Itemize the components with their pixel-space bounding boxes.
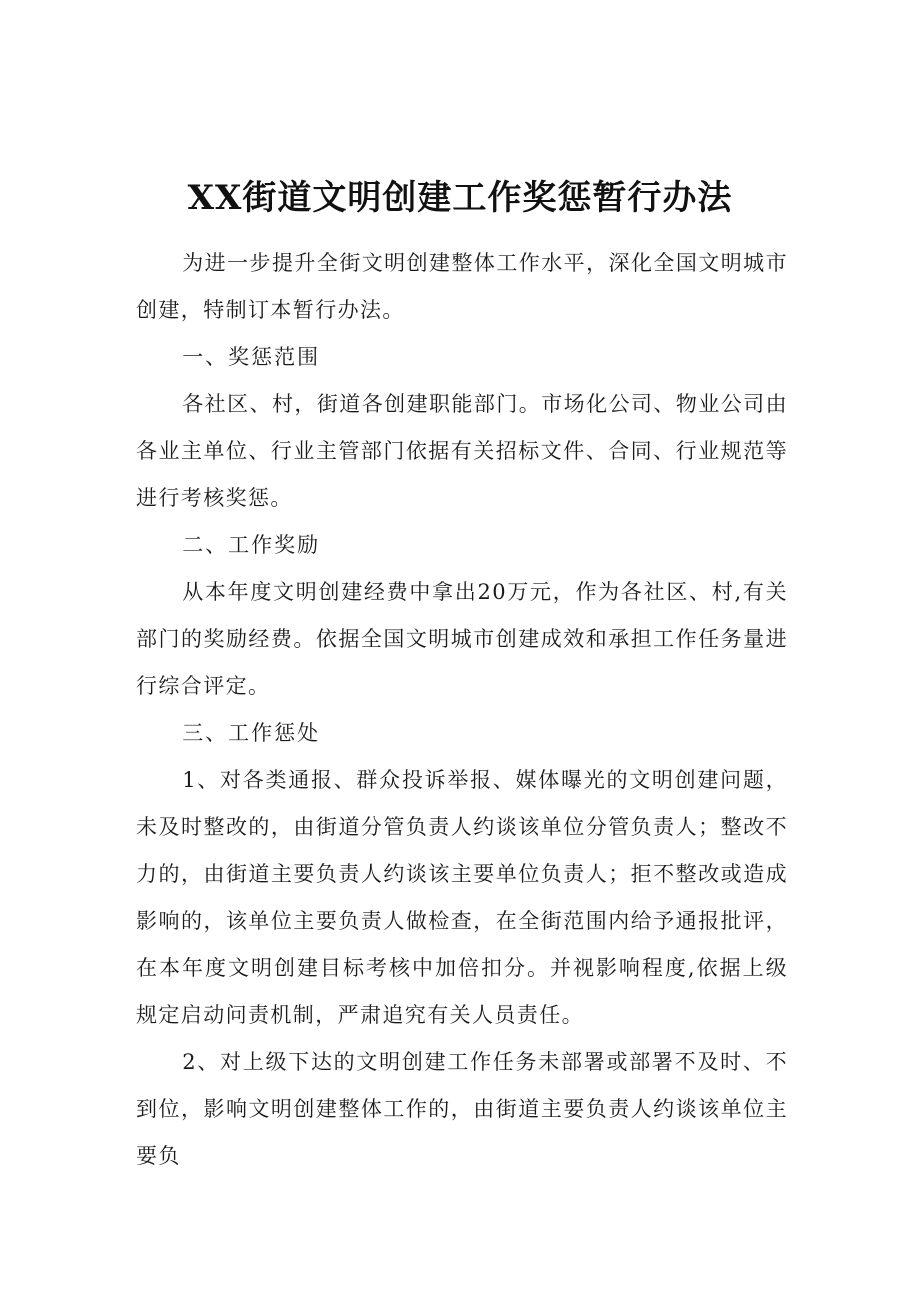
scope-paragraph: 各社区、村，街道各创建职能部门。市场化公司、物业公司由各业主单位、行业主管部门依据有关招标文件、合同、行业规范等进行考核奖惩。 (136, 392, 788, 510)
penalty-item-1: 1、对各类通报、群众投诉举报、媒体曝光的文明创建问题，未及时整改的，由街道分管负责人约谈该单位分管负责人；整改不力的，由街道主要负责人约谈该主要单位负责人；拒不整改或造成影响的，该单位主要负责人做检查，在全街范围内给予通报批评，在本年度文明创建目标考核中加倍扣分。并视影响程度,依据上级规定启动问责机制，严肃追究有关人员责任。 (136, 768, 788, 1027)
section-heading-scope: 一、奖惩范围 (182, 345, 321, 369)
section-heading-penalties: 三、工作惩处 (182, 721, 321, 745)
intro-paragraph: 为进一步提升全街文明创建整体工作水平，深化全国文明城市创建，特制订本暂行办法。 (136, 251, 788, 322)
rewards-paragraph: 从本年度文明创建经费中拿出20万元，作为各社区、村,有关部门的奖励经费。依据全国文明城市创建成效和承担工作任务量进行综合评定。 (136, 580, 788, 698)
penalty-item-2: 2、对上级下达的文明创建工作任务未部署或部署不及时、不到位，影响文明创建整体工作的，由街道主要负责人约谈该单位主要负 (136, 1050, 788, 1168)
document-title: XX街道文明创建工作奖惩暂行办法 (187, 178, 733, 218)
section-heading-rewards: 二、工作奖励 (182, 533, 321, 557)
document-body (136, 240, 788, 1180)
